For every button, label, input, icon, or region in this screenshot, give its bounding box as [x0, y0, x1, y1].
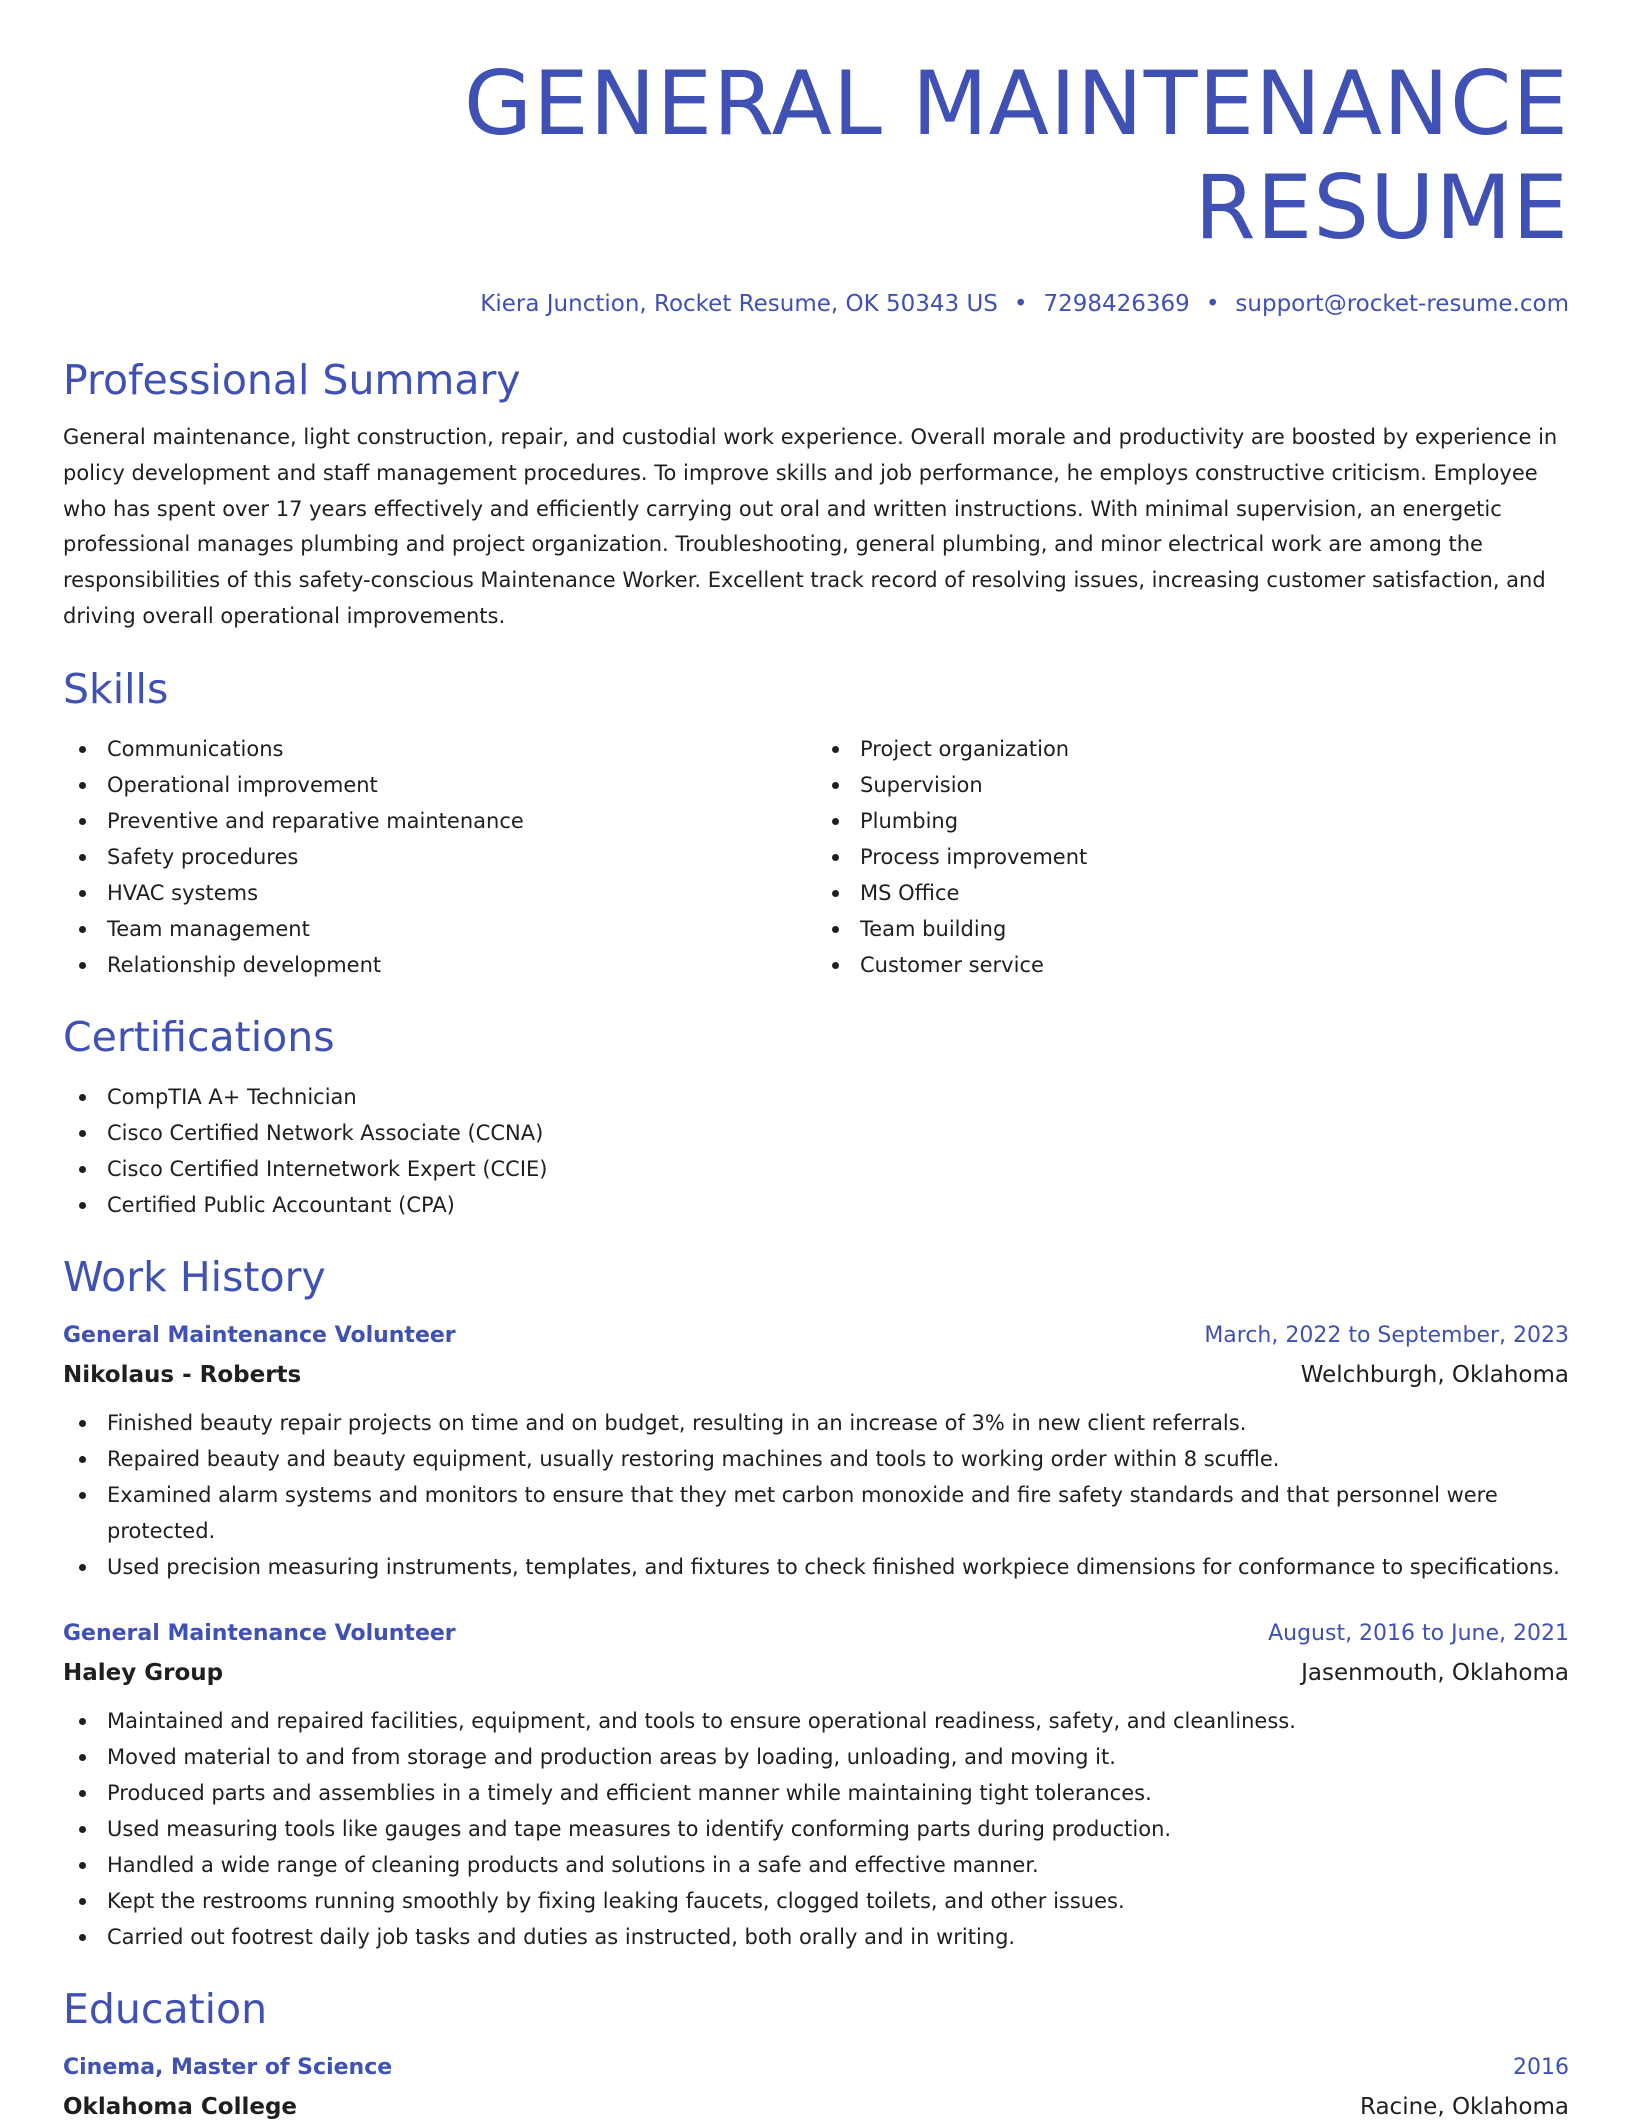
job-bullet: Moved material to and from storage and production areas by loading, unloading, and moving it.: [63, 1739, 1569, 1775]
skill-item: Communications: [63, 731, 816, 767]
contact-separator: •: [1013, 291, 1028, 317]
job-company: Nikolaus - Roberts: [63, 1361, 302, 1388]
job-header-row: [63, 1615, 1569, 1653]
skill-item: Supervision: [816, 767, 1569, 803]
summary-text: General maintenance, light construction, repair, and custodial work experience. Overall morale and productivity are boosted by experience in policy development and staff management procedures. To improve skills and job performance, he employs constructive criticism. Employee who has spent over 17 years effectively and efficiently carrying out oral and written instructions. With minimal supervision, an energetic professional manages plumbing and project organization. Troubleshooting, general plumbing, and minor electrical work are among the responsibilities of this safety-conscious Maintenance Worker. Excellent track record of resolving issues, increasing customer satisfaction, and driving overall operational improvements.: [63, 425, 1558, 628]
job-bullets: [63, 1405, 1569, 1585]
education-section: [63, 1981, 1569, 2127]
skill-item: Team building: [816, 911, 1569, 947]
work-history-heading: Work History: [63, 1252, 326, 1301]
job-dates: August, 2016 to June, 2021: [1268, 1620, 1569, 1646]
job-company-row: [63, 1355, 1569, 1395]
job-bullet: Carried out footrest daily job tasks and duties as instructed, both orally and in writing.: [63, 1919, 1569, 1955]
job-bullet: Finished beauty repair projects on time and on budget, resulting in an increase of 3% in new client referrals.: [63, 1405, 1569, 1441]
certification-item: CompTIA A+ Technician: [63, 1079, 1569, 1115]
job-bullet: Maintained and repaired facilities, equipment, and tools to ensure operational readiness, safety, and cleanliness.: [63, 1703, 1569, 1739]
job-bullet: Produced parts and assemblies in a timely and efficient manner while maintaining tight tolerances.: [63, 1775, 1569, 1811]
job-header-row: [63, 1317, 1569, 1355]
certification-item: Cisco Certified Network Associate (CCNA): [63, 1115, 1569, 1151]
job-dates: March, 2022 to September, 2023: [1204, 1322, 1569, 1348]
skill-item: Team management: [63, 911, 816, 947]
education-heading: Education: [63, 1984, 268, 2033]
job-location: Jasenmouth, Oklahoma: [1301, 1659, 1569, 1686]
education-school: Oklahoma College: [63, 2093, 298, 2120]
skills-section: [63, 661, 1569, 983]
job-bullet: Repaired beauty and beauty equipment, usually restoring machines and tools to working order within 8 scuffle.: [63, 1441, 1569, 1477]
certifications-list: [63, 1079, 1569, 1223]
certification-item: Cisco Certified Internetwork Expert (CCIE): [63, 1151, 1569, 1187]
skills-columns: [63, 731, 1569, 983]
contact-phone: 7298426369: [1043, 291, 1190, 317]
resume-title: GENERAL MAINTENANCE RESUME: [463, 52, 1569, 259]
skill-item: Customer service: [816, 947, 1569, 983]
skill-item: Preventive and reparative maintenance: [63, 803, 816, 839]
skill-item: MS Office: [816, 875, 1569, 911]
education-school-row: [63, 2087, 1569, 2127]
summary-heading: Professional Summary: [63, 356, 521, 404]
job-entry: [63, 1615, 1569, 1955]
certification-item: Certified Public Accountant (CPA): [63, 1187, 1569, 1223]
certifications-section: [63, 1009, 1569, 1223]
skills-list-right: [816, 731, 1569, 983]
job-title: General Maintenance Volunteer: [63, 1322, 456, 1348]
skill-item: Process improvement: [816, 839, 1569, 875]
contact-address: Kiera Junction, Rocket Resume, OK 50343 US: [480, 291, 998, 317]
job-entry: [63, 1317, 1569, 1585]
contact-line: [63, 288, 1569, 320]
job-company: Haley Group: [63, 1659, 224, 1686]
certifications-heading: Certifications: [63, 1012, 335, 1061]
skill-item: Operational improvement: [63, 767, 816, 803]
skill-item: Project organization: [816, 731, 1569, 767]
skills-list-left: [63, 731, 816, 983]
job-company-row: [63, 1653, 1569, 1693]
education-header-row: [63, 2049, 1569, 2087]
job-bullet: Used precision measuring instruments, templates, and fixtures to check finished workpiece dimensions for conformance to specifications.: [63, 1549, 1569, 1585]
job-title: General Maintenance Volunteer: [63, 1620, 456, 1646]
skills-heading: Skills: [63, 664, 169, 713]
education-location: Racine, Oklahoma: [1359, 2093, 1569, 2120]
skill-item: HVAC systems: [63, 875, 816, 911]
job-bullets: [63, 1703, 1569, 1955]
skill-item: Plumbing: [816, 803, 1569, 839]
skill-item: Relationship development: [63, 947, 816, 983]
education-year: 2016: [1513, 2054, 1569, 2080]
job-bullet: Examined alarm systems and monitors to ensure that they met carbon monoxide and fire safety standards and that personnel were protected.: [63, 1477, 1569, 1549]
job-bullet: Kept the restrooms running smoothly by fixing leaking faucets, clogged toilets, and other issues.: [63, 1883, 1569, 1919]
skill-item: Safety procedures: [63, 839, 816, 875]
work-history-section: [63, 1249, 1569, 1955]
education-degree: Cinema, Master of Science: [63, 2054, 393, 2080]
job-location: Welchburgh, Oklahoma: [1300, 1361, 1569, 1388]
job-bullet: Used measuring tools like gauges and tape measures to identify conforming parts during production.: [63, 1811, 1569, 1847]
summary-section: [63, 352, 1569, 635]
job-bullet: Handled a wide range of cleaning products and solutions in a safe and effective manner.: [63, 1847, 1569, 1883]
contact-separator: •: [1205, 291, 1220, 317]
contact-email: support@rocket-resume.com: [1235, 291, 1569, 317]
